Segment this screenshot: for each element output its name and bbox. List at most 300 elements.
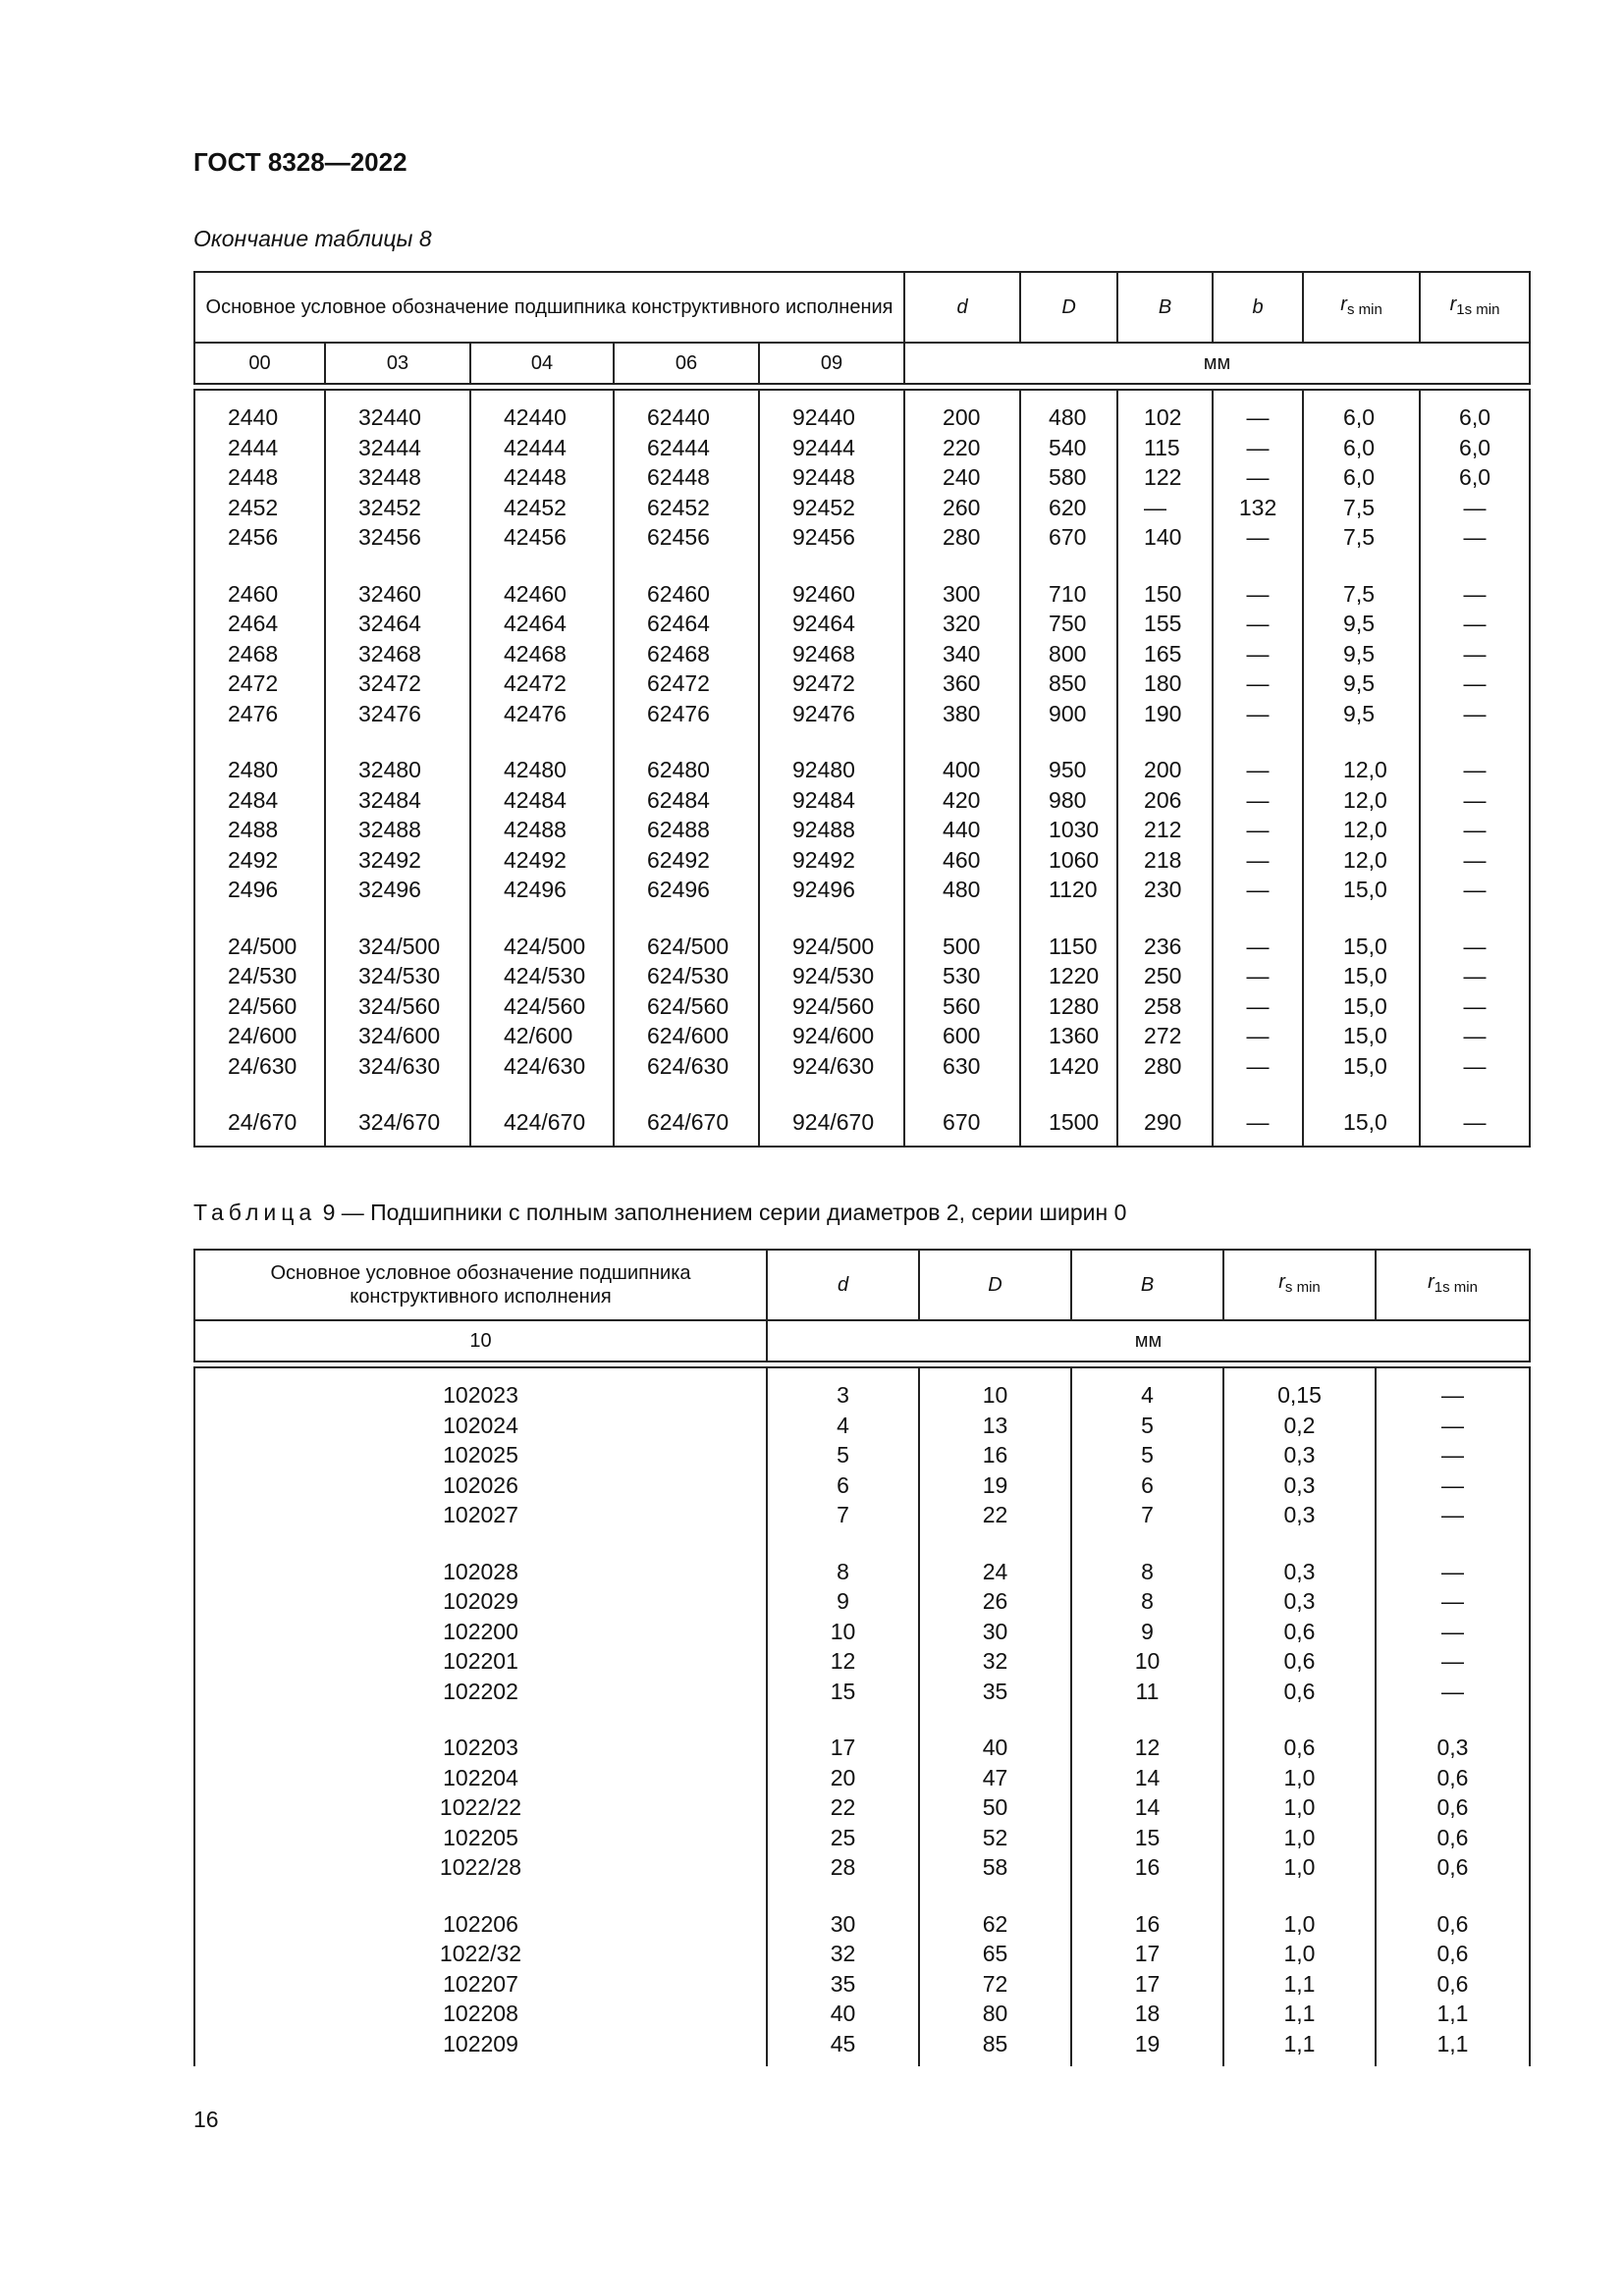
table-8-cell: 500 [904,932,1020,962]
table-8-cell: 7,5 [1303,493,1420,523]
table-8-row [194,1021,1530,1051]
table-9-row [194,1852,1530,1883]
table-8-cell: 102 [1117,390,1213,433]
table-8-group-spacer [194,905,1530,932]
table-8-cell: 1500 [1020,1107,1117,1147]
table-8-cell: — [1213,991,1303,1022]
table-9-cell: 0,6 [1223,1677,1376,1707]
table-8-cell: 980 [1020,785,1117,816]
table-8-cell: 670 [1020,522,1117,553]
table-8-cell: 62484 [614,785,759,816]
table-8-cell: 1280 [1020,991,1117,1022]
table-8-cell: — [1420,932,1530,962]
table-9-row [194,1617,1530,1647]
table-8-cell: 560 [904,991,1020,1022]
table-8-row [194,639,1530,669]
table-8-cell: — [1213,609,1303,639]
table-9-cell: 5 [1071,1411,1223,1441]
table-8-cell: 6,0 [1303,433,1420,463]
table-8-cell: 42464 [470,609,614,639]
table-8-cell: 624/530 [614,961,759,991]
table-8-cell: 15,0 [1303,991,1420,1022]
table-8-row [194,785,1530,816]
table-8-cell: 424/670 [470,1107,614,1147]
table-9-cell: 30 [919,1617,1071,1647]
table-8-cell: — [1213,699,1303,729]
table-9-cell: 16 [1071,1852,1223,1883]
table-9-cell: 1,0 [1223,1939,1376,1969]
table-9-cell: 12 [767,1646,919,1677]
table-8-row [194,961,1530,991]
table-8-cell: 42480 [470,755,614,785]
table-9-row [194,1823,1530,1853]
table-8-subheader: 09 [759,343,904,384]
table-8-cell: 42440 [470,390,614,433]
table-8-cell: 12,0 [1303,785,1420,816]
table-8-cell: 1420 [1020,1051,1117,1082]
table-9-cell: 0,3 [1223,1500,1376,1530]
table-8-cell: 280 [904,522,1020,553]
table-9-cell: 102201 [194,1646,767,1677]
table-8-cell: 480 [1020,390,1117,433]
table-9-cell: 14 [1071,1763,1223,1793]
table-9-cell: 10 [767,1617,919,1647]
table-8-cell: 324/500 [325,932,470,962]
table-9-subheader: 10 [194,1320,767,1362]
table-9-cell: 58 [919,1852,1071,1883]
table-8-cell: 62468 [614,639,759,669]
table-8-unit: мм [904,343,1530,384]
table-9-cell: 50 [919,1792,1071,1823]
table-8-cell: 2484 [194,785,325,816]
table-8-header-r1s-min: $r_{1s min}$ [1420,272,1530,343]
table-8-cell: 12,0 [1303,755,1420,785]
table-8-cell: 200 [1117,755,1213,785]
table-8-cell: — [1420,755,1530,785]
table-8-cell: 42484 [470,785,614,816]
table-9-cell: 0,3 [1223,1470,1376,1501]
table-8-cell: 92448 [759,462,904,493]
table-8-cell: 15,0 [1303,961,1420,991]
table-9-cell: 1,0 [1223,1909,1376,1940]
table-8-cell: 15,0 [1303,1051,1420,1082]
table-9-cell: 40 [919,1733,1071,1763]
table-9-cell: 0,6 [1223,1733,1376,1763]
table-8-cell: — [1213,1107,1303,1147]
table-9-header-B: B [1071,1250,1223,1320]
table-9-cell: 102202 [194,1677,767,1707]
table-8-row [194,991,1530,1022]
table-8-cell: — [1213,755,1303,785]
table-9 [193,1249,1531,2066]
table-9-cell: 102025 [194,1440,767,1470]
table-8-cell: 92468 [759,639,904,669]
table-9-cell: 16 [919,1440,1071,1470]
table-9-row [194,1557,1530,1587]
table-8-cell: 62448 [614,462,759,493]
table-8-cell: 24/630 [194,1051,325,1082]
table-9-cell: 0,6 [1223,1646,1376,1677]
table-8-cell: — [1213,639,1303,669]
table-9-cell: 17 [1071,1969,1223,2000]
table-8-cell: 850 [1020,668,1117,699]
table-8-row [194,699,1530,729]
table-8-cell: — [1420,493,1530,523]
table-8-cell: 530 [904,961,1020,991]
table-9-row [194,1411,1530,1441]
table-8-cell: 6,0 [1303,390,1420,433]
table-9-cell: 80 [919,1999,1071,2029]
table-8-cell: 6,0 [1420,462,1530,493]
table-9-cell: 0,3 [1376,1733,1530,1763]
table-9-cell: 0,2 [1223,1411,1376,1441]
table-8-cell: 2496 [194,875,325,905]
table-9-row [194,1367,1530,1411]
table-8-group-spacer [194,728,1530,755]
table-8-subheader: 04 [470,343,614,384]
table-9-header-designation: Основное условное обозначение подшипника конструктивного исполнения [194,1250,767,1320]
table-8-row [194,1051,1530,1082]
table-9-cell: 30 [767,1909,919,1940]
table-8-cell: 32472 [325,668,470,699]
table-8-cell: 1220 [1020,961,1117,991]
table-9-row [194,1677,1530,1707]
table-8-cell: 62464 [614,609,759,639]
table-9-cell: 19 [919,1470,1071,1501]
table-9-unit: мм [767,1320,1530,1362]
table-9-cell: 85 [919,2029,1071,2067]
table-8-row [194,433,1530,463]
table-8-cell: 62452 [614,493,759,523]
table-8-row [194,845,1530,876]
table-9-cell: 18 [1071,1999,1223,2029]
table-8-cell: 624/560 [614,991,759,1022]
table-8-cell: 6,0 [1420,433,1530,463]
table-8-cell: 324/530 [325,961,470,991]
table-8-row [194,668,1530,699]
table-8-cell: — [1213,579,1303,610]
table-8-cell: 165 [1117,639,1213,669]
table-8-cell: — [1420,961,1530,991]
table-8-cell: 624/600 [614,1021,759,1051]
table-9-cell: 102200 [194,1617,767,1647]
document-id: ГОСТ 8328—2022 [193,147,407,177]
table-8-cell: 1030 [1020,815,1117,845]
table-8-cell: 42476 [470,699,614,729]
table-9-cell: 0,6 [1376,1909,1530,1940]
table-8-cell: — [1213,875,1303,905]
table-8-cell: 92476 [759,699,904,729]
table-9-header-d: d [767,1250,919,1320]
table-8-cell: — [1213,815,1303,845]
table-8-cell: 340 [904,639,1020,669]
table-8-cell: 42448 [470,462,614,493]
table-8-cell: 750 [1020,609,1117,639]
table-8-cell: 62440 [614,390,759,433]
table-9-cell: 45 [767,2029,919,2067]
table-9-row [194,1999,1530,2029]
table-8-cell: 420 [904,785,1020,816]
table-8-header-b: b [1213,272,1303,343]
table-8-cell: 950 [1020,755,1117,785]
table-9-cell: 0,3 [1223,1440,1376,1470]
table-9-row [194,1939,1530,1969]
table-8-row [194,462,1530,493]
table-8-cell: 92456 [759,522,904,553]
table-9-cell: 102206 [194,1909,767,1940]
table-8-cell: 2460 [194,579,325,610]
table-9-row [194,1440,1530,1470]
table-9-cell: 102024 [194,1411,767,1441]
table-8-cell: 62456 [614,522,759,553]
table-9-cell: 35 [767,1969,919,2000]
table-8-cell: 440 [904,815,1020,845]
table-9-cell: 102028 [194,1557,767,1587]
table-9-cell: 102029 [194,1586,767,1617]
table-9-cell: 0,3 [1223,1557,1376,1587]
table-8-cell: — [1420,815,1530,845]
table-8-cell: 180 [1117,668,1213,699]
table-8-cell: 2452 [194,493,325,523]
table-8-cell: 12,0 [1303,815,1420,845]
table-8-cell: 324/600 [325,1021,470,1051]
table-9-cell: 15 [767,1677,919,1707]
table-8-cell: 92480 [759,755,904,785]
table-8-cell: — [1420,699,1530,729]
table-9-cell: 15 [1071,1823,1223,1853]
table-8-cell: 2440 [194,390,325,433]
table-8-cell: 42496 [470,875,614,905]
table-9-group-spacer [194,1706,1530,1733]
table-8-cell: 62496 [614,875,759,905]
table-8-cell: 6,0 [1303,462,1420,493]
table-9-cell: 1,1 [1376,2029,1530,2067]
table-9-cell: 24 [919,1557,1071,1587]
table-8-cell: 924/630 [759,1051,904,1082]
table-9-cell: — [1376,1440,1530,1470]
table-9-cell: 35 [919,1677,1071,1707]
table-9-cell: 12 [1071,1733,1223,1763]
table-8-cell: 92496 [759,875,904,905]
table-9-cell: 102208 [194,1999,767,2029]
table-8-cell: 924/670 [759,1107,904,1147]
table-8-cell: 92492 [759,845,904,876]
table-8-cell: — [1420,1051,1530,1082]
table-9-row [194,1969,1530,2000]
table-9-cell: 0,6 [1376,1763,1530,1793]
table-8-cell: 24/530 [194,961,325,991]
table-9-cell: 1,0 [1223,1852,1376,1883]
table-8-cell: 32452 [325,493,470,523]
table-8-cell: 260 [904,493,1020,523]
table-8-cell: 15,0 [1303,932,1420,962]
table-9-cell: 1,1 [1223,2029,1376,2067]
table-9-cell: 4 [1071,1367,1223,1411]
table-9-row [194,1909,1530,1940]
table-8-row [194,932,1530,962]
table-8-cell: 9,5 [1303,639,1420,669]
table-9-cell: — [1376,1500,1530,1530]
table-8-cell: 324/670 [325,1107,470,1147]
table-8-cell: 62480 [614,755,759,785]
table-9-cell: 11 [1071,1677,1223,1707]
table-9-group-spacer [194,1883,1530,1909]
table-8-cell: — [1213,932,1303,962]
table-8-cell: 580 [1020,462,1117,493]
table-8-cell: 32496 [325,875,470,905]
table-8-cell: 150 [1117,579,1213,610]
table-8-row [194,875,1530,905]
table-9-cell: 6 [1071,1470,1223,1501]
table-9-cell: 20 [767,1763,919,1793]
table-9-cell: 17 [1071,1939,1223,1969]
table-9-cell: 0,6 [1376,1852,1530,1883]
table-9-cell: 22 [919,1500,1071,1530]
table-8-cell: 2464 [194,609,325,639]
table-8-cell: 132 [1213,493,1303,523]
table-8-cell: — [1213,1021,1303,1051]
table-8-cell: — [1420,991,1530,1022]
table-8-cell: 1360 [1020,1021,1117,1051]
table-8-cell: 42/600 [470,1021,614,1051]
table-9-cell: 1022/28 [194,1852,767,1883]
table-8-cell: — [1213,845,1303,876]
table-8-cell: 24/600 [194,1021,325,1051]
table-8-cell: 400 [904,755,1020,785]
table-9-cell: 1,0 [1223,1763,1376,1793]
table-9-cell: 0,3 [1223,1586,1376,1617]
table-8-cell: 240 [904,462,1020,493]
table-8-cell: 32464 [325,609,470,639]
table-8-cell: 92472 [759,668,904,699]
table-8-cell: 800 [1020,639,1117,669]
table-9-cell: 102027 [194,1500,767,1530]
table-8-cell: 2456 [194,522,325,553]
table-8-cell: — [1420,668,1530,699]
table-8-cell: 250 [1117,961,1213,991]
table-8-subheader: 03 [325,343,470,384]
table-8-cell: 300 [904,579,1020,610]
table-8-cell: 924/500 [759,932,904,962]
table-8-cell: 92488 [759,815,904,845]
table-9-cell: 0,6 [1376,1939,1530,1969]
table-8-cell: 460 [904,845,1020,876]
table-9-cell: 0,6 [1223,1617,1376,1647]
table-9-cell: 5 [767,1440,919,1470]
table-9-cell: 7 [1071,1500,1223,1530]
table-8-row [194,579,1530,610]
table-9-row [194,1792,1530,1823]
table-8-row [194,609,1530,639]
table-8-cell: 6,0 [1420,390,1530,433]
table-8-cell: 7,5 [1303,579,1420,610]
table-9-cell: 6 [767,1470,919,1501]
table-8-cell: — [1420,785,1530,816]
table-9-cell: 65 [919,1939,1071,1969]
table-8-cell: 62472 [614,668,759,699]
table-8-cell: 212 [1117,815,1213,845]
table-9-row [194,1733,1530,1763]
table-8-cell: 206 [1117,785,1213,816]
table-8-cell: 15,0 [1303,1107,1420,1147]
table-8-cell: 236 [1117,932,1213,962]
table-9-header-D: D [919,1250,1071,1320]
table-8-cell: 32468 [325,639,470,669]
table-8-cell: 624/500 [614,932,759,962]
table-8-cell: 924/560 [759,991,904,1022]
table-8-cell: 2468 [194,639,325,669]
table-8-subheader: 00 [194,343,325,384]
table-8-cell: 92460 [759,579,904,610]
table-8-cell: 424/630 [470,1051,614,1082]
table-8-cell: 2492 [194,845,325,876]
table-8-cell: 924/600 [759,1021,904,1051]
table-8-cell: — [1420,609,1530,639]
table-9-cell: 1,0 [1223,1792,1376,1823]
table-8-cell: 42444 [470,433,614,463]
table-9-cell: — [1376,1470,1530,1501]
table-9-row [194,1586,1530,1617]
table-9-cell: 19 [1071,2029,1223,2067]
table-9-cell: 0,15 [1223,1367,1376,1411]
table-9-cell: 10 [919,1367,1071,1411]
table-8-cell: 424/560 [470,991,614,1022]
table-9-cell: 1022/22 [194,1792,767,1823]
table-8-cell: 190 [1117,699,1213,729]
table-8-cell: 92484 [759,785,904,816]
table-8-cell: 24/560 [194,991,325,1022]
table-8-row [194,815,1530,845]
table-8-cell: — [1420,875,1530,905]
table-9-cell: 8 [1071,1586,1223,1617]
table-8-cell: — [1213,1051,1303,1082]
table-9-cell: — [1376,1677,1530,1707]
table-9-cell: 17 [767,1733,919,1763]
table-8-cell: 9,5 [1303,609,1420,639]
table-8-cell: 62460 [614,579,759,610]
table-8-cell: 32444 [325,433,470,463]
table-8-cell: 7,5 [1303,522,1420,553]
table-9-cell: 16 [1071,1909,1223,1940]
table-8-cell: 290 [1117,1107,1213,1147]
table-9-cell: 102209 [194,2029,767,2067]
table-8-cell: 424/530 [470,961,614,991]
table-9-cell: 9 [1071,1617,1223,1647]
table-9-cell: 47 [919,1763,1071,1793]
table-9-caption: Таблица 9 — Подшипники с полным заполнением серии диаметров 2, серии ширин 0 [193,1200,1127,1225]
table-8-cell: — [1420,1107,1530,1147]
table-8-cell: 92440 [759,390,904,433]
table-8-cell: 230 [1117,875,1213,905]
table-8-cell: 924/530 [759,961,904,991]
table-8-cell: 62488 [614,815,759,845]
table-8-header-designation: Основное условное обозначение подшипника конструктивного исполнения [194,272,904,343]
table-8-cell: 32440 [325,390,470,433]
table-8-row [194,390,1530,433]
table-8-cell: 155 [1117,609,1213,639]
table-8-row [194,522,1530,553]
table-9-cell: — [1376,1646,1530,1677]
table-9-cell: 102207 [194,1969,767,2000]
table-9-row [194,1500,1530,1530]
table-9-cell: 0,6 [1376,1792,1530,1823]
table-8-cell: 42492 [470,845,614,876]
table-8-cell: 92452 [759,493,904,523]
table-8-cell: 200 [904,390,1020,433]
table-8-cell: 32448 [325,462,470,493]
table-9-cell: 13 [919,1411,1071,1441]
table-8-row [194,755,1530,785]
